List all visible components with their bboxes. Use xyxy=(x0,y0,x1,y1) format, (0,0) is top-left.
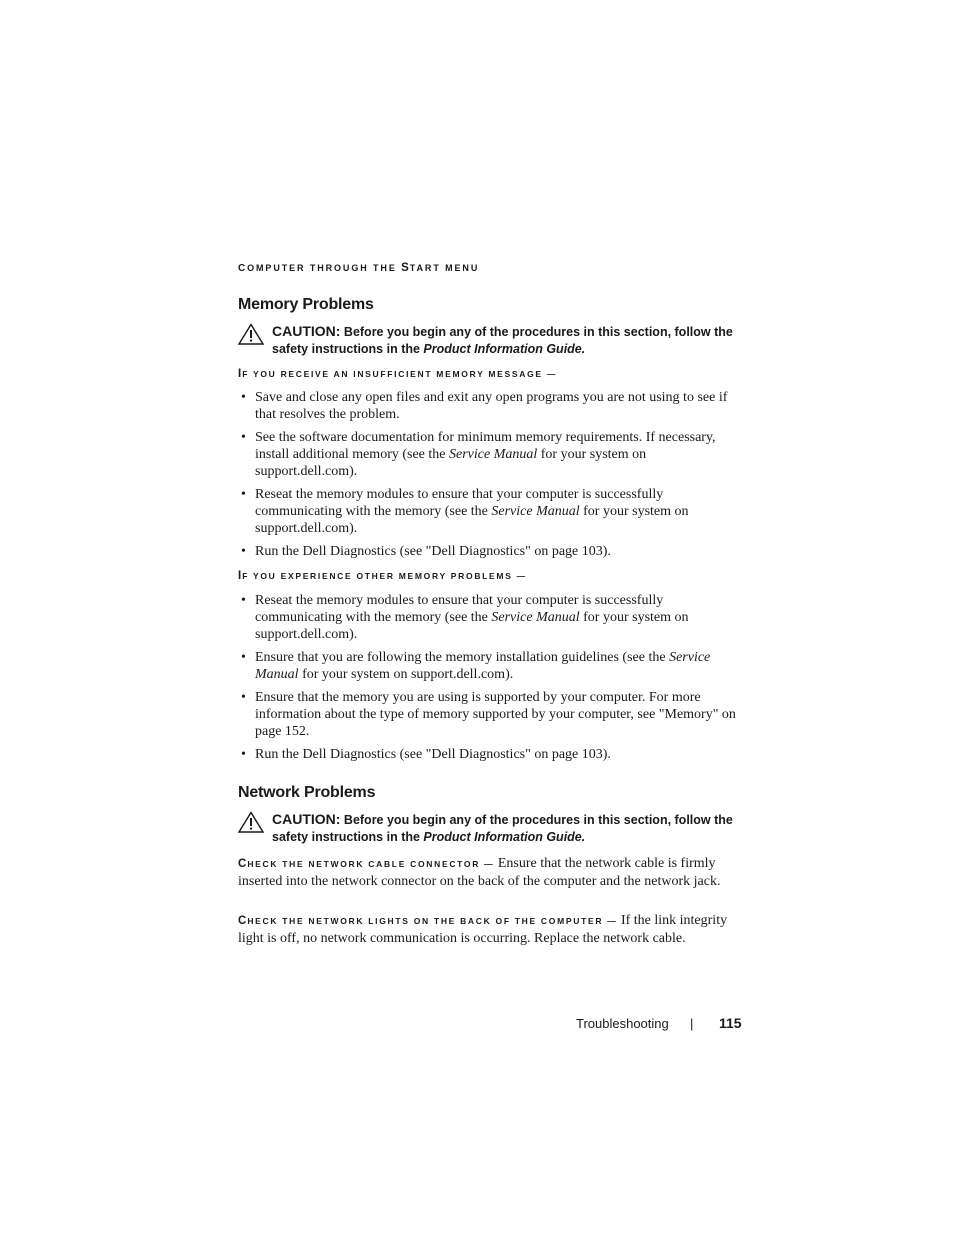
footer-separator: | xyxy=(690,1016,694,1031)
warning-triangle-icon xyxy=(238,811,264,833)
other-memory-subheading: IF YOU EXPERIENCE OTHER MEMORY PROBLEMS — xyxy=(238,570,527,582)
insufficient-memory-subheading: IF YOU RECEIVE AN INSUFFICIENT MEMORY MESSAGE — xyxy=(238,368,558,380)
check-lights-label: HECK THE NETWORK LIGHTS ON THE BACK OF THE COMPUTER — xyxy=(247,916,618,926)
memory-problems-heading: Memory Problems xyxy=(238,296,374,313)
network-caution-text: CAUTION: Before you begin any of the procedures in this section, follow the safety instructions in the Product Information Guide. xyxy=(272,811,733,844)
running-head-cap: C xyxy=(238,263,248,274)
running-head xyxy=(238,262,479,274)
memory-caution-text: CAUTION: Before you begin any of the procedures in this section, follow the safety instructions in the Product Information Guide. xyxy=(272,323,733,356)
footer-section-name: Troubleshooting xyxy=(576,1016,669,1031)
support-link[interactable]: support.dell.com xyxy=(255,521,350,536)
list-item: • Reseat the memory modules to ensure that your computer is successfully communicating with the memory (see the Service Manual for your system on support.dell.com). xyxy=(241,487,689,536)
support-link[interactable]: support.dell.com xyxy=(255,464,350,479)
list-item: • Run the Dell Diagnostics (see "Dell Diagnostics" on page 103). xyxy=(241,544,611,559)
check-cable-label: HECK THE NETWORK CABLE CONNECTOR — xyxy=(247,859,495,869)
list-item: • Ensure that you are following the memory installation guidelines (see the Service Manual for your system on support.dell.com). xyxy=(241,650,711,682)
check-lights-paragraph: CHECK THE NETWORK LIGHTS ON THE BACK OF THE COMPUTER — If the link integrity light is off, no network communication is occurring. Replace the network cable. xyxy=(238,913,728,947)
insufficient-memory-list xyxy=(238,389,738,560)
list-item: • Reseat the memory modules to ensure that your computer is successfully communicating with the memory (see the Service Manual for your system on support.dell.com). xyxy=(241,593,689,642)
list-item: • Ensure that the memory you are using is supported by your computer. For more information about the type of memory supported by your computer, see "Memory" on page 152. xyxy=(241,690,736,739)
running-head-text: OMPUTER THROUGH THE xyxy=(247,263,402,273)
running-head-text2: TART MENU xyxy=(409,263,480,273)
other-memory-list xyxy=(238,592,738,763)
list-item: • See the software documentation for minimum memory requirements. If necessary, install additional memory (see the Service Manual for your system on support.dell.com). xyxy=(241,430,716,479)
support-link[interactable]: support.dell.com xyxy=(410,667,506,682)
support-link[interactable]: support.dell.com xyxy=(255,627,350,642)
network-problems-heading: Network Problems xyxy=(238,784,376,801)
warning-triangle-icon xyxy=(238,323,264,345)
page-number: 115 xyxy=(719,1015,742,1031)
list-item: • Save and close any open files and exit any open programs you are not using to see if that resolves the problem. xyxy=(241,390,728,422)
list-item: • Run the Dell Diagnostics (see "Dell Diagnostics" on page 103). xyxy=(241,747,611,762)
check-cable-paragraph: CHECK THE NETWORK CABLE CONNECTOR — Ensure that the network cable is firmly inserted into the network connector on the back of the computer and the network jack. xyxy=(238,856,721,890)
running-head-cap2: S xyxy=(401,262,410,274)
